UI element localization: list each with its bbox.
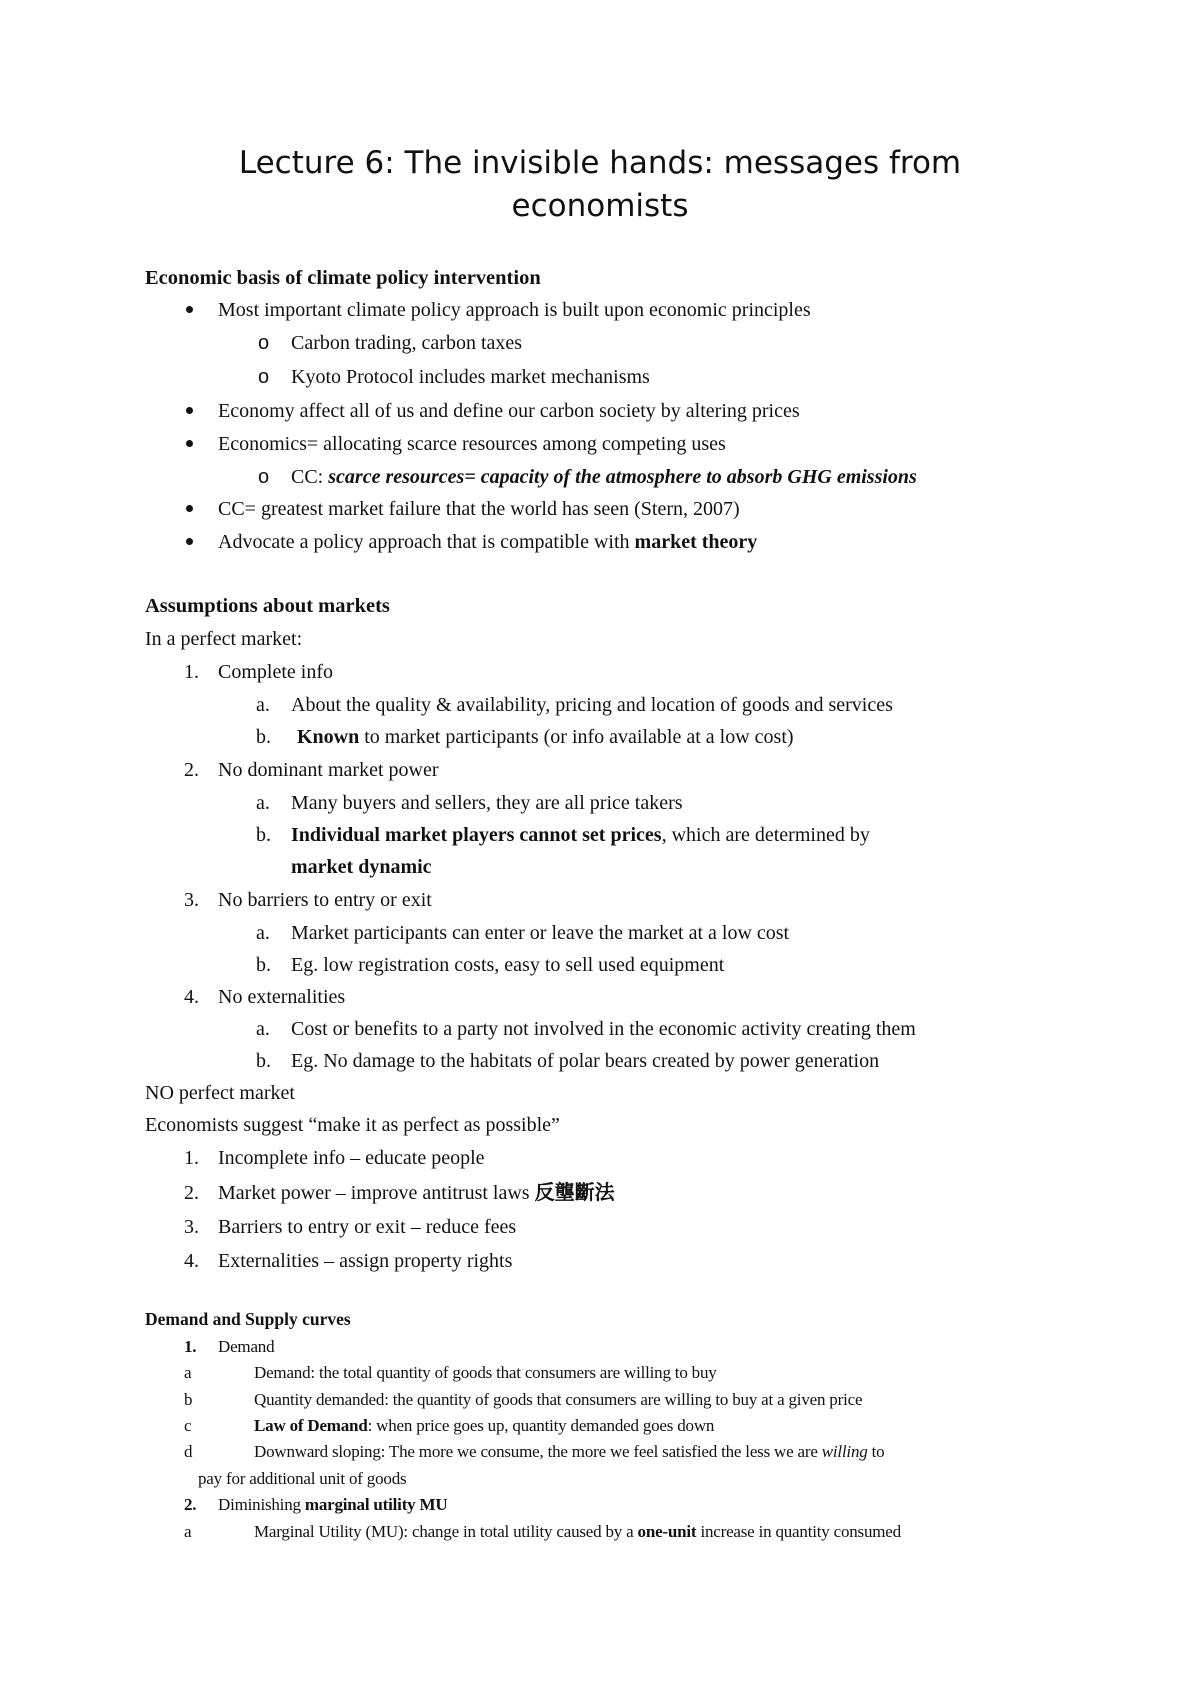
list-letter: b. — [256, 1050, 271, 1072]
cc-emphasis: scarce resources= capacity of the atmosphere to absorb GHG emissions — [328, 466, 917, 488]
list-letter: a. — [256, 792, 270, 814]
list-item: Many buyers and sellers, they are all price takers — [291, 792, 683, 814]
list-item: Barriers to entry or exit – reduce fees — [218, 1216, 517, 1238]
list-item: About the quality & availability, pricing and location of goods and services — [291, 694, 893, 716]
page-title — [0, 142, 1200, 228]
list-item: Eg. No damage to the habitats of polar bears created by power generation — [291, 1050, 880, 1072]
cjk-text: 反壟斷法 — [534, 1182, 615, 1204]
section-heading-economic-basis: Economic basis of climate policy intervention — [145, 267, 541, 289]
sub-bullet-icon: o — [258, 466, 270, 488]
list-letter: b. — [256, 954, 271, 976]
list-number: 4. — [184, 986, 199, 1008]
list-item: No barriers to entry or exit — [218, 889, 432, 911]
list-item: No externalities — [218, 986, 346, 1008]
list-item: Marginal Utility (MU): change in total utility caused by a one-unit increase in quantity consumed — [254, 1522, 901, 1541]
list-item: Advocate a policy approach that is compatible with market theory — [218, 531, 758, 553]
list-item: Known to market participants (or info available at a low cost) — [297, 726, 794, 748]
list-item: Downward sloping: The more we consume, the more we feel satisfied the less we are willing to — [254, 1442, 885, 1461]
sub-bullet-icon: o — [258, 366, 270, 388]
list-item: Diminishing marginal utility MU — [218, 1495, 448, 1514]
list-number: 2. — [184, 759, 199, 781]
list-number: 1. — [184, 661, 199, 683]
list-item: Cost or benefits to a party not involved in the economic activity creating them — [291, 1018, 916, 1040]
list-letter: b. — [256, 824, 271, 846]
list-letter: d — [184, 1442, 193, 1461]
list-letter: a. — [256, 694, 270, 716]
sub-bullet-icon: o — [258, 332, 270, 354]
list-item-continuation: market dynamic — [291, 856, 432, 878]
section-heading-demand-supply: Demand and Supply curves — [145, 1309, 351, 1329]
list-item: Economics= allocating scarce resources among competing uses — [218, 433, 726, 455]
list-item: Externalities – assign property rights — [218, 1250, 513, 1272]
list-item: Incomplete info – educate people — [218, 1147, 485, 1169]
list-number: 2. — [184, 1495, 197, 1514]
list-item: Individual market players cannot set prices, which are determined by — [291, 824, 870, 846]
list-item: Quantity demanded: the quantity of goods that consumers are willing to buy at a given price — [254, 1390, 863, 1409]
list-letter: a — [184, 1363, 192, 1382]
list-item: CC= greatest market failure that the world has seen (Stern, 2007) — [218, 498, 740, 520]
bullet-icon — [186, 407, 193, 414]
cc-prefix: CC: — [291, 466, 329, 488]
bullet-icon — [186, 306, 193, 313]
list-item: Market participants can enter or leave the market at a low cost — [291, 922, 790, 944]
list-letter: c — [184, 1416, 192, 1435]
title-line-1: Lecture 6: The invisible hands: messages from — [238, 145, 962, 181]
section-heading-assumptions: Assumptions about markets — [145, 595, 390, 617]
list-item: Complete info — [218, 661, 333, 683]
list-number: 2. — [184, 1182, 199, 1204]
list-item: Demand — [218, 1337, 275, 1356]
intro-text: In a perfect market: — [145, 628, 303, 650]
list-letter: a. — [256, 1018, 270, 1040]
paragraph-text: Economists suggest “make it as perfect as possible” — [145, 1114, 560, 1136]
bullet-icon — [186, 505, 193, 512]
list-letter: b — [184, 1390, 193, 1409]
paragraph-text: NO perfect market — [145, 1082, 295, 1104]
list-item: No dominant market power — [218, 759, 439, 781]
list-item — [291, 464, 917, 490]
list-item: Economy affect all of us and define our carbon society by altering prices — [218, 400, 800, 422]
bullet-icon — [186, 538, 193, 545]
list-number: 1. — [184, 1337, 197, 1356]
list-number: 3. — [184, 889, 199, 911]
list-item: Kyoto Protocol includes market mechanisms — [291, 366, 650, 388]
list-item: Most important climate policy approach is built upon economic principles — [218, 299, 811, 321]
list-letter: a. — [256, 922, 270, 944]
list-item: Market power – improve antitrust laws 反壟斷法 — [218, 1182, 615, 1204]
list-item: Eg. low registration costs, easy to sell used equipment — [291, 954, 725, 976]
list-number: 4. — [184, 1250, 199, 1272]
list-letter: b. — [256, 726, 271, 748]
list-item-continuation: pay for additional unit of goods — [198, 1469, 407, 1488]
list-letter: a — [184, 1522, 192, 1541]
title-line-2: economists — [511, 188, 689, 224]
list-number: 3. — [184, 1216, 199, 1238]
list-number: 1. — [184, 1147, 199, 1169]
list-item: Carbon trading, carbon taxes — [291, 332, 523, 354]
list-item: Demand: the total quantity of goods that consumers are willing to buy — [254, 1363, 717, 1382]
bullet-icon — [186, 440, 193, 447]
list-item: Law of Demand: when price goes up, quantity demanded goes down — [254, 1416, 715, 1435]
